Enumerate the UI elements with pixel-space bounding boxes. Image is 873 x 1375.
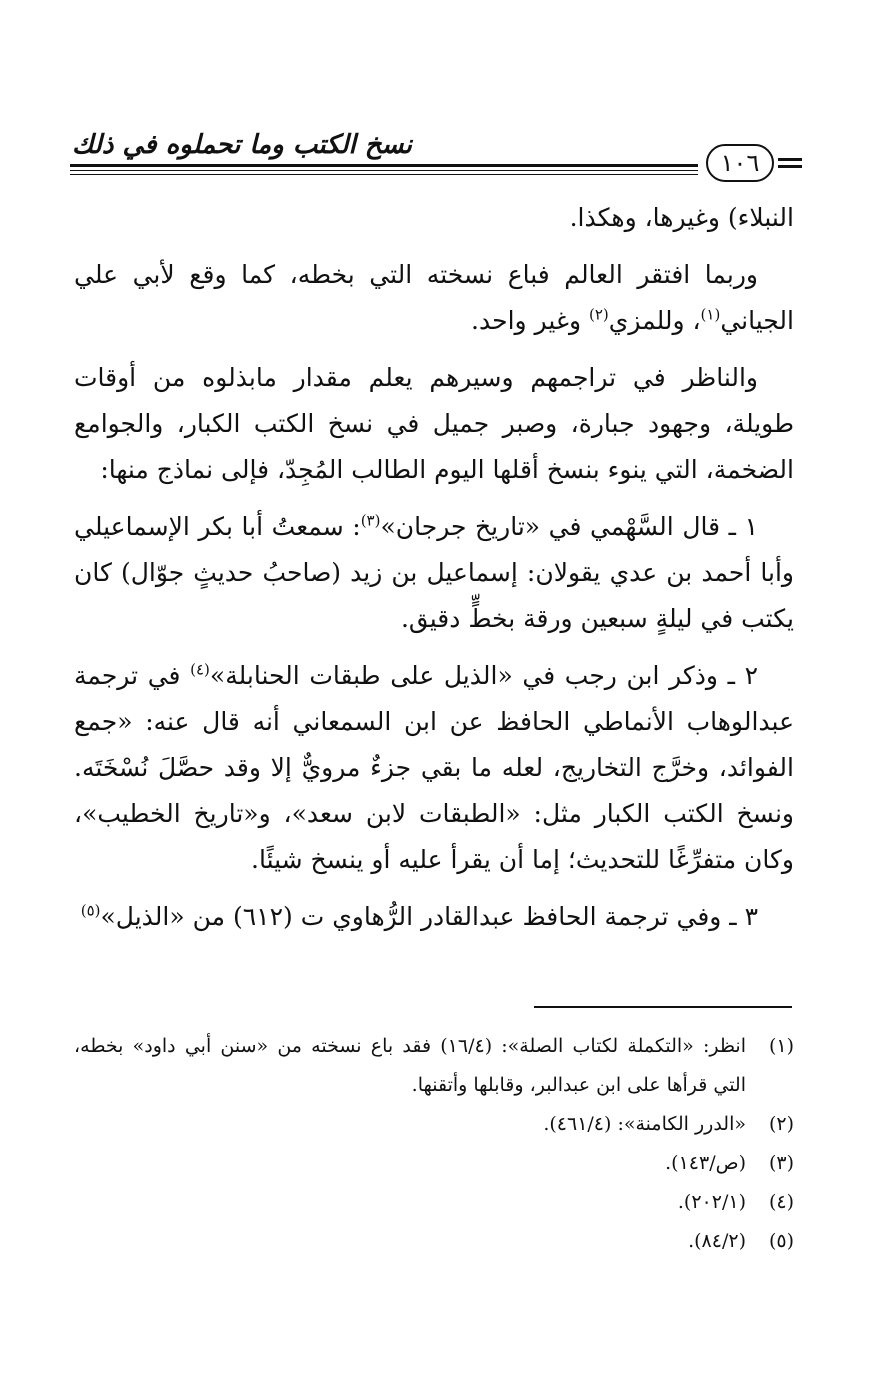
paragraph bbox=[74, 504, 794, 642]
footnote-number: (٥) bbox=[768, 1230, 794, 1252]
paragraph-text: ٢ ـ وذكر ابن رجب في «الذيل على طبقات الحنابلة» bbox=[209, 661, 759, 690]
footnote bbox=[74, 1222, 794, 1261]
footnote-reference: (٢) bbox=[588, 305, 609, 324]
footnote-text: «الدرر الكامنة»: (٤٦١/٤). bbox=[543, 1113, 746, 1135]
paragraph-text: وغير واحد. bbox=[471, 306, 589, 335]
footnote-number: (٤) bbox=[768, 1191, 794, 1213]
footnote-number: (١) bbox=[768, 1035, 794, 1057]
footnote-text: انظر: «التكملة لكتاب الصلة»: (١٦/٤) فقد باع نسخته من «سنن أبي داود» بخطه، التي قرأها على ابن عبدالبر، وقابلها وأتقنها. bbox=[74, 1035, 746, 1096]
footnote-reference: (١) bbox=[700, 305, 721, 324]
paragraph-text: ٣ ـ وفي ترجمة الحافظ عبدالقادر الرُّهاوي ت (٦١٢) من «الذيل» bbox=[100, 902, 758, 931]
footnote bbox=[74, 1183, 794, 1222]
paragraph-text: النبلاء) وغيرها، وهكذا. bbox=[569, 203, 794, 232]
body-text bbox=[74, 195, 794, 951]
page-number: ١٠٦ bbox=[706, 144, 774, 182]
running-title: نسخ الكتب وما تحملوه في ذلك bbox=[72, 130, 412, 160]
paragraph bbox=[74, 355, 794, 493]
header-ornament bbox=[778, 158, 802, 161]
paragraph bbox=[74, 894, 794, 940]
footnote-reference: (٤) bbox=[190, 660, 210, 679]
footnote bbox=[74, 1027, 794, 1105]
paragraph bbox=[74, 653, 794, 883]
footnote-reference: (٥) bbox=[80, 901, 101, 920]
footnote-number: (٣) bbox=[768, 1152, 794, 1174]
paragraph-text: وربما افتقر العالم فباع نسخته التي بخطه، كما وقع لأبي علي الجياني bbox=[74, 260, 794, 335]
header-rule bbox=[70, 170, 698, 171]
footnote bbox=[74, 1105, 794, 1144]
footnote-number: (٢) bbox=[768, 1113, 794, 1135]
header-ornament bbox=[778, 165, 802, 168]
paragraph-text: ١ ـ قال السَّهْمي في «تاريخ جرجان» bbox=[380, 512, 758, 541]
footnote bbox=[74, 1144, 794, 1183]
paragraph-text: في ترجمة عبدالوهاب الأنماطي الحافظ عن ابن السمعاني أنه قال عنه: «جمع الفوائد، وخرَّج التخاريج، لعله ما بقي جزءٌ مرويٌّ إلا وقد حصَّلَ نُسْخَتَه. ونسخ الكتب الكبار مثل: «الطبقات لابن سعد»، و«تاريخ الخطيب»، وكان متفرِّغًا للتحديث؛ إما أن يقرأ عليه أو ينسخ شيئًا. bbox=[74, 661, 794, 874]
footnotes bbox=[74, 1027, 794, 1261]
paragraph-text: : سمعتُ أبا بكر الإسماعيلي وأبا أحمد بن عدي يقولان: إسماعيل بن زيد (صاحبُ حديثٍ جوّال) كان يكتب في ليلةٍ سبعين ورقة بخطٍّ دقيق. bbox=[74, 512, 794, 633]
footnote-text: (ص/١٤٣). bbox=[665, 1152, 746, 1174]
header-rule bbox=[70, 164, 698, 167]
paragraph bbox=[74, 252, 794, 344]
header-rule bbox=[70, 174, 698, 175]
page-header bbox=[62, 128, 802, 190]
footnote-reference: (٣) bbox=[360, 511, 381, 530]
footnote-text: (٨٤/٢). bbox=[688, 1230, 746, 1252]
paragraph bbox=[74, 195, 794, 241]
paragraph-text: والناظر في تراجمهم وسيرهم يعلم مقدار مابذلوه من أوقات طويلة، وجهود جبارة، وصبر جميل في نسخ الكتب الكبار، والجوامع الضخمة، التي ينوء بنسخ أقلها اليوم الطالب المُجِدّ، فإلى نماذج منها: bbox=[74, 363, 794, 484]
footnote-text: (٢٠٢/١). bbox=[677, 1191, 746, 1213]
paragraph-text: ، وللمزي bbox=[608, 306, 701, 335]
footnote-separator bbox=[534, 1006, 792, 1008]
